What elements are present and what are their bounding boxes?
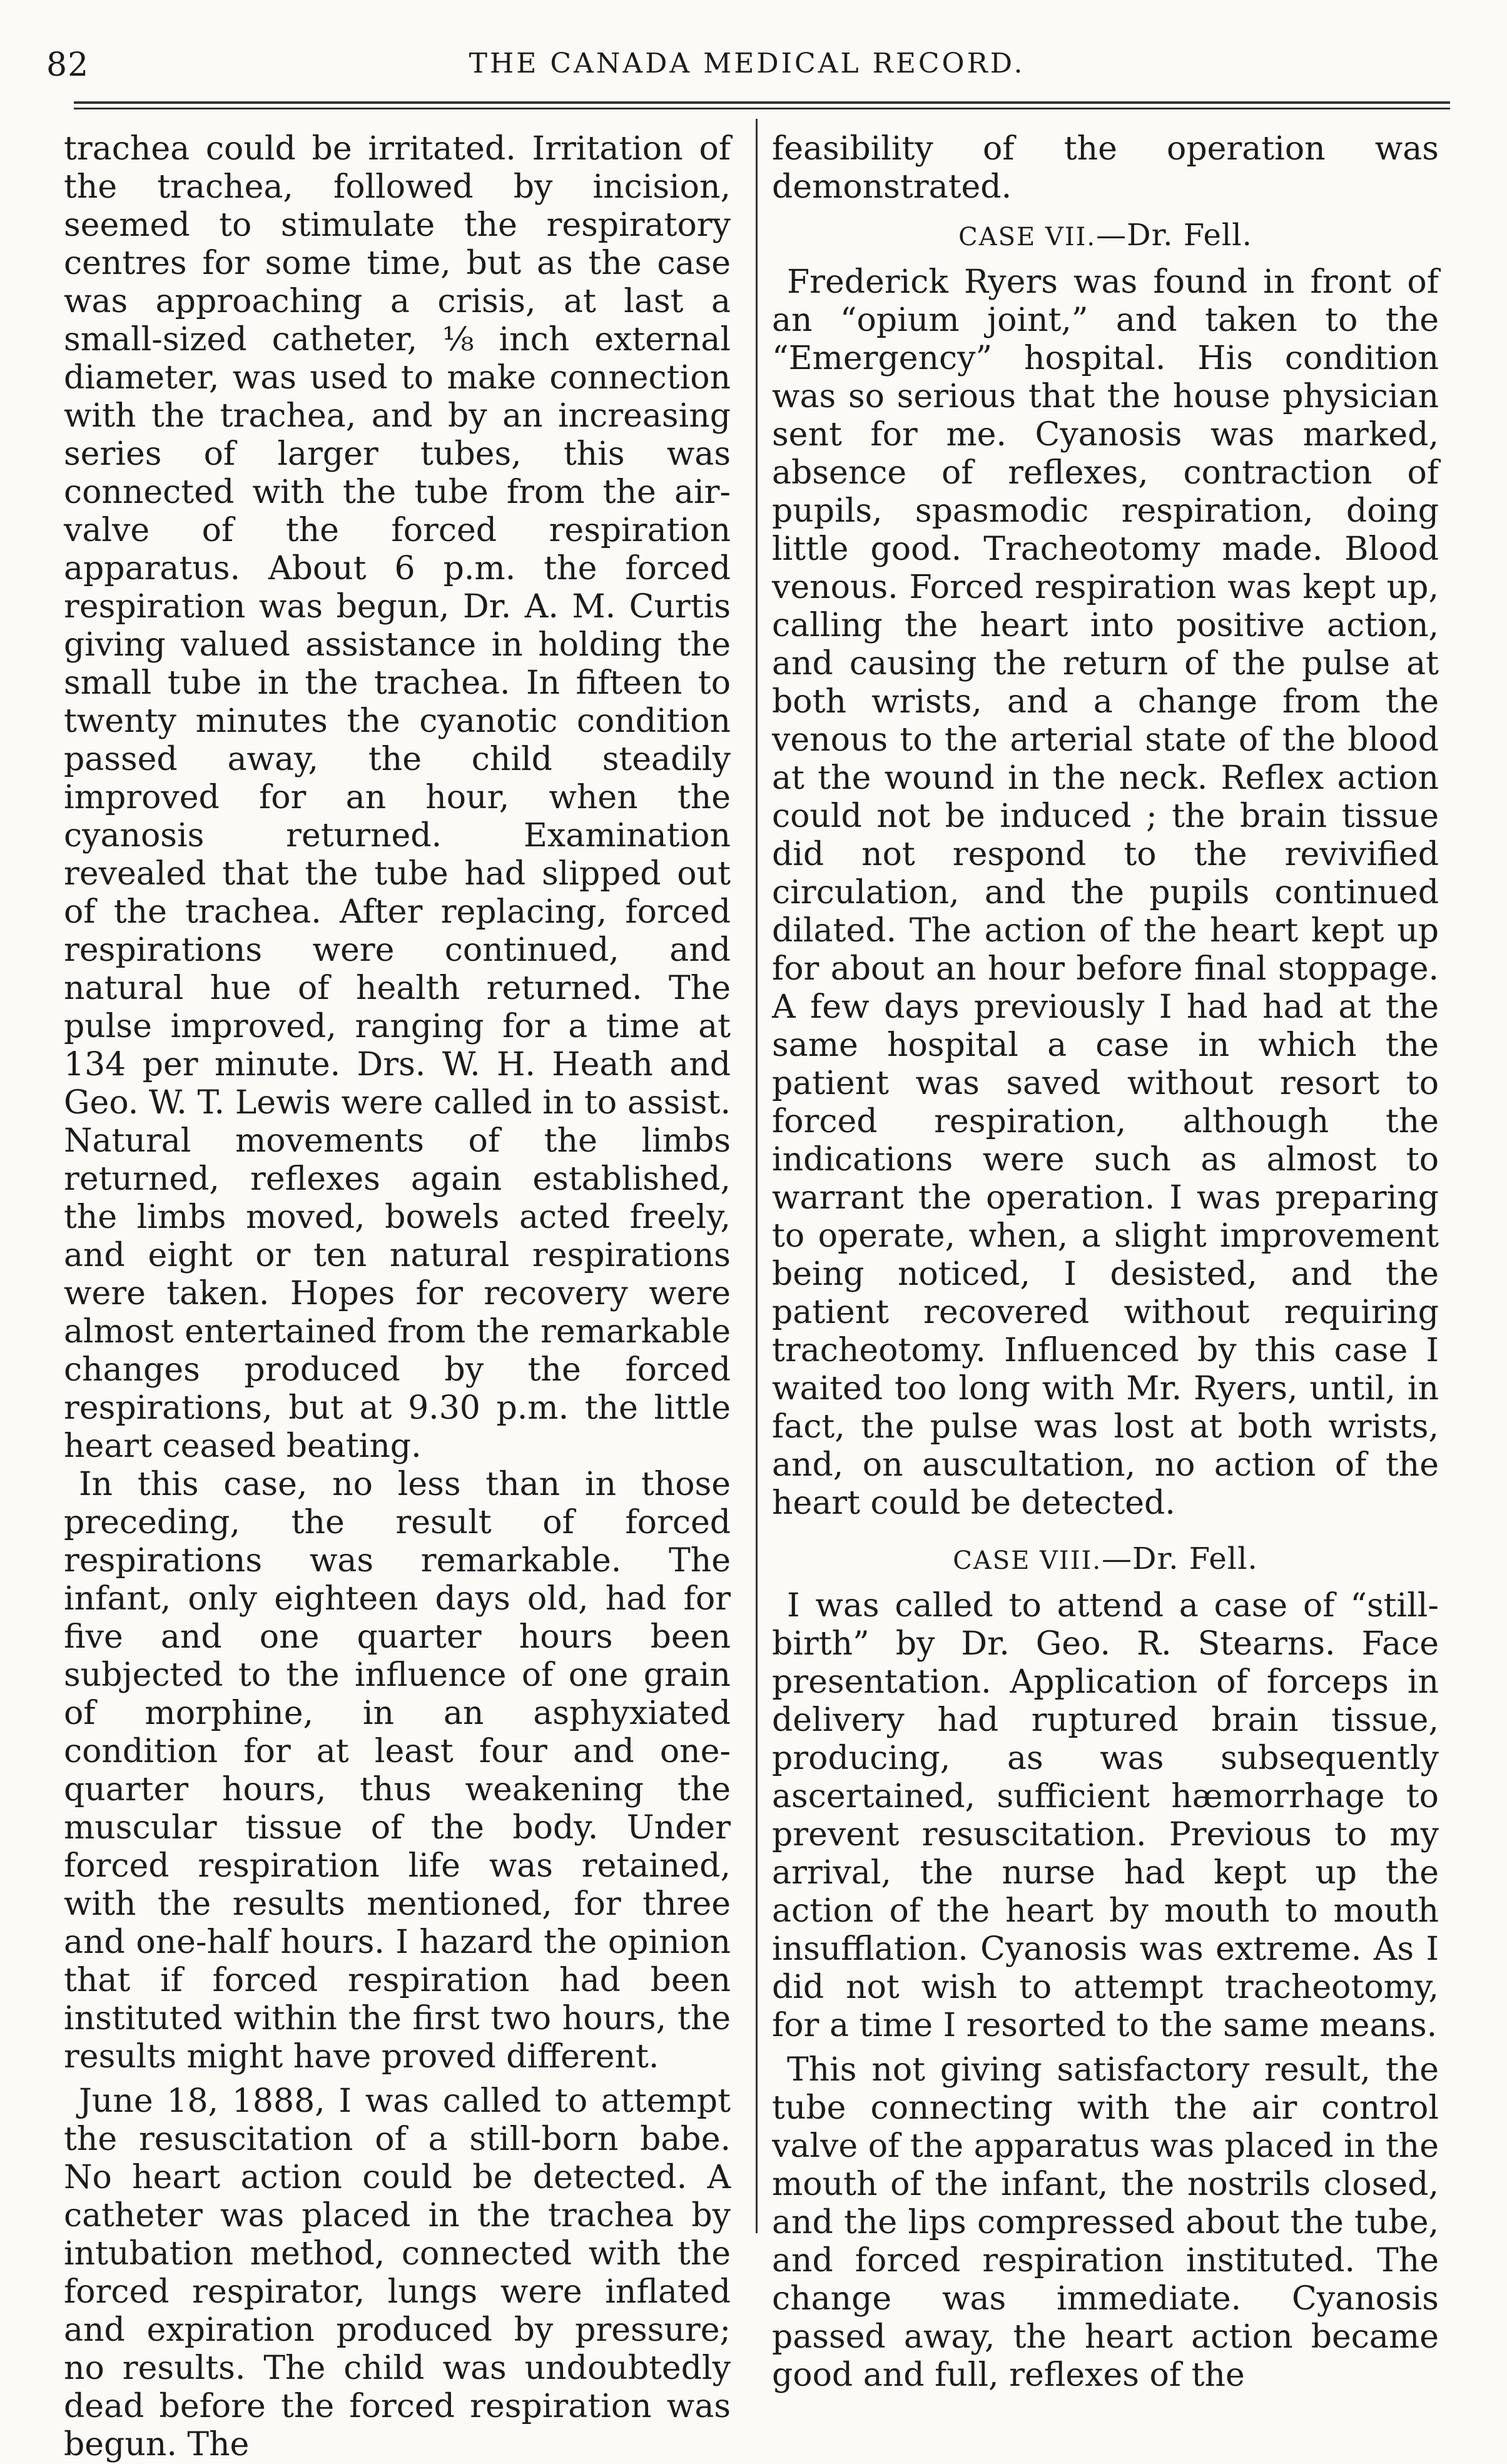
header-rule-top bbox=[74, 101, 1450, 104]
paragraph-trachea-continuation: trachea could be irritated. Irritation of the trachea, followed by incision, seemed to stimulate the respiratory centres for some time, but as the case was approaching a crisis, at last a small-sized catheter, ⅛ inch external diameter, was used to make connection with the trachea, and by an increasing series of larger tubes, this was connected with the tube from the air-valve of the forced respiration apparatus. About 6 p.m. the forced respiration was begun, Dr. A. M. Curtis giving valued assistance in holding the small tube in the trachea. In fifteen to twenty minutes the cyanotic condition passed away, the child steadily improved for an hour, when the cyanosis returned. Examination revealed that the tube had slipped out of the trachea. After replacing, forced respirations were continued, and natural hue of health returned. The pulse improved, ranging for a time at 134 per minute. Drs. W. H. Heath and Geo. W. T. Lewis were called in to assist. Natural movements of the limbs returned, reflexes again established, the limbs moved, bowels acted freely, and eight or ten natural respirations were taken. Hopes for recovery were almost entertained from the remarkable changes produced by the forced respirations, but at 9.30 p.m. the little heart ceased beating. bbox=[64, 130, 731, 1465]
left-column bbox=[64, 130, 731, 2464]
right-column bbox=[772, 130, 1439, 2395]
case-vii-label: CASE VII. bbox=[958, 223, 1097, 251]
paragraph-frederick-ryers: Frederick Ryers was found in front of an “opium joint,” and taken to the “Emergency” hospital. His condition was so serious that the house physician sent for me. Cyanosis was marked, absence of reflexes, contraction of pupils, spasmodic respiration, doing little good. Tracheotomy made. Blood venous. Forced respiration was kept up, calling the heart into positive action, and causing the return of the pulse at both wrists, and a change from the venous to the arterial state of the blood at the wound in the neck. Reflex action could not be induced ; the brain tissue did not respond to the revivified circulation, and the pupils continued dilated. The action of the heart kept up for about an hour before final stoppage. A few days previously I had had at the same hospital a case in which the patient was saved without resort to forced respiration, although the indications were such as almost to warrant the operation. I was preparing to operate, when, a slight improvement being noticed, I desisted, and the patient recovered without requiring tracheotomy. Influenced by this case I waited too long with Mr. Ryers, until, in fact, the pulse was lost at both wrists, and, on auscultation, no action of the heart could be detected. bbox=[772, 263, 1439, 1522]
case-vii-heading bbox=[772, 218, 1439, 255]
paragraph-not-satisfactory: This not giving satisfactory result, the tube connecting with the air control valve of the apparatus was placed in the mouth of the infant, the nostrils closed, and the lips compressed about the tube, and forced respiration instituted. The change was immediate. Cyanosis passed away, the heart action became good and full, reflexes of the bbox=[772, 2051, 1439, 2394]
page-header bbox=[46, 41, 1448, 91]
case-viii-label: CASE VIII. bbox=[953, 1546, 1102, 1575]
paragraph-still-birth: I was called to attend a case of “still-birth” by Dr. Geo. R. Stearns. Face presentation. Application of forceps in delivery had ruptured brain tissue, producing, as was subsequently ascertained, sufficient hæmorrhage to prevent resuscitation. Previous to my arrival, the nurse had kept up the action of the heart by mouth to mouth insufflation. Cyanosis was extreme. As I did not wish to attempt tracheotomy, for a time I resorted to the same means. bbox=[772, 1587, 1439, 2044]
case-viii-heading bbox=[772, 1541, 1439, 1578]
column-divider bbox=[756, 119, 758, 2233]
page-number: 82 bbox=[46, 46, 89, 84]
paragraph-in-this-case: In this case, no less than in those preceding, the result of forced respirations was remarkable. The infant, only eighteen days old, had for five and one quarter hours been subjected to the influence of one grain of morphine, in an asphyxiated condition for at least four and one-quarter hours, thus weakening the muscular tissue of the body. Under forced respiration life was retained, with the results mentioned, for three and one-half hours. I hazard the opinion that if forced respiration had been instituted within the first two hours, the results might have proved different. bbox=[64, 1466, 731, 2076]
running-head: THE CANADA MEDICAL RECORD. bbox=[469, 48, 1025, 79]
paragraph-feasibility: feasibility of the operation was demonstrated. bbox=[772, 130, 1439, 206]
paragraph-june-18: June 18, 1888, I was called to attempt the resuscitation of a still-born babe. No heart action could be detected. A catheter was placed in the trachea by intubation method, connected with the forced respirator, lungs were inflated and expiration produced by pressure; no results. The child was undoubtedly dead before the forced respiration was begun. The bbox=[64, 2082, 731, 2463]
case-vii-author: —Dr. Fell. bbox=[1096, 218, 1252, 253]
case-viii-author: —Dr. Fell. bbox=[1102, 1541, 1258, 1576]
header-rule-bottom bbox=[74, 108, 1450, 109]
